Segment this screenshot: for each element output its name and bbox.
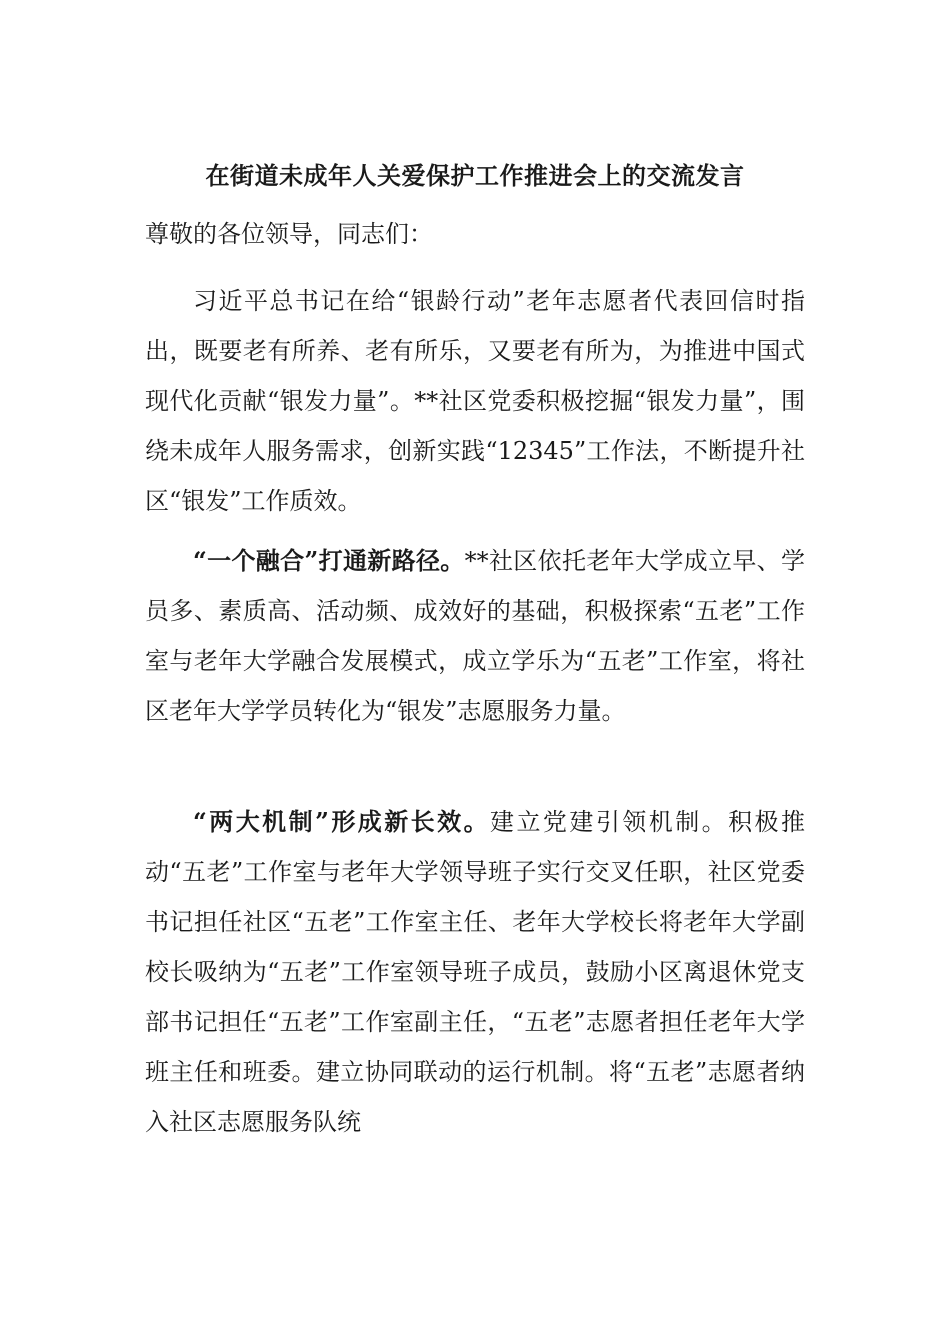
salutation: 尊敬的各位领导，同志们： bbox=[145, 220, 433, 248]
paragraph-lead-heading: “一个融合”打通新路径。 bbox=[193, 546, 465, 575]
paragraph-intro bbox=[145, 276, 805, 526]
paragraph-body: 建立党建引领机制。积极推动“五老”工作室与老年大学领导班子实行交叉任职，社区党委书记担任社区“五老”工作室主任、老年大学校长将老年大学副校长吸纳为“五老”工作室领导班子成员，鼓励小区离退休党支部书记担任“五老”工作室副主任，“五老”志愿者担任老年大学班主任和班委。建立协同联动的运行机制。将“五老”志愿者纳入社区志愿服务队统 bbox=[145, 808, 805, 1136]
paragraph-body: **社区依托老年大学成立早、学员多、素质高、活动频、成效好的基础，积极探索“五老”工作室与老年大学融合发展模式，成立学乐为“五老”工作室，将社区老年大学学员转化为“银发”志愿服务力量。 bbox=[145, 547, 806, 725]
paragraph-two-mechanisms bbox=[145, 797, 805, 1147]
paragraph-body: 习近平总书记在给“银龄行动”老年志愿者代表回信时指出，既要老有所养、老有所乐，又要老有所为，为推进中国式现代化贡献“银发力量”。**社区党委积极挖掘“银发力量”，围绕未成年人服务需求，创新实践“12345”工作法，不断提升社区“银发”工作质效。 bbox=[145, 287, 805, 515]
paragraph-one-integration bbox=[145, 536, 805, 736]
paragraph-lead-heading: “两大机制”形成新长效。 bbox=[193, 807, 491, 836]
document-title: 在街道未成年人关爱保护工作推进会上的交流发言 bbox=[205, 161, 745, 190]
